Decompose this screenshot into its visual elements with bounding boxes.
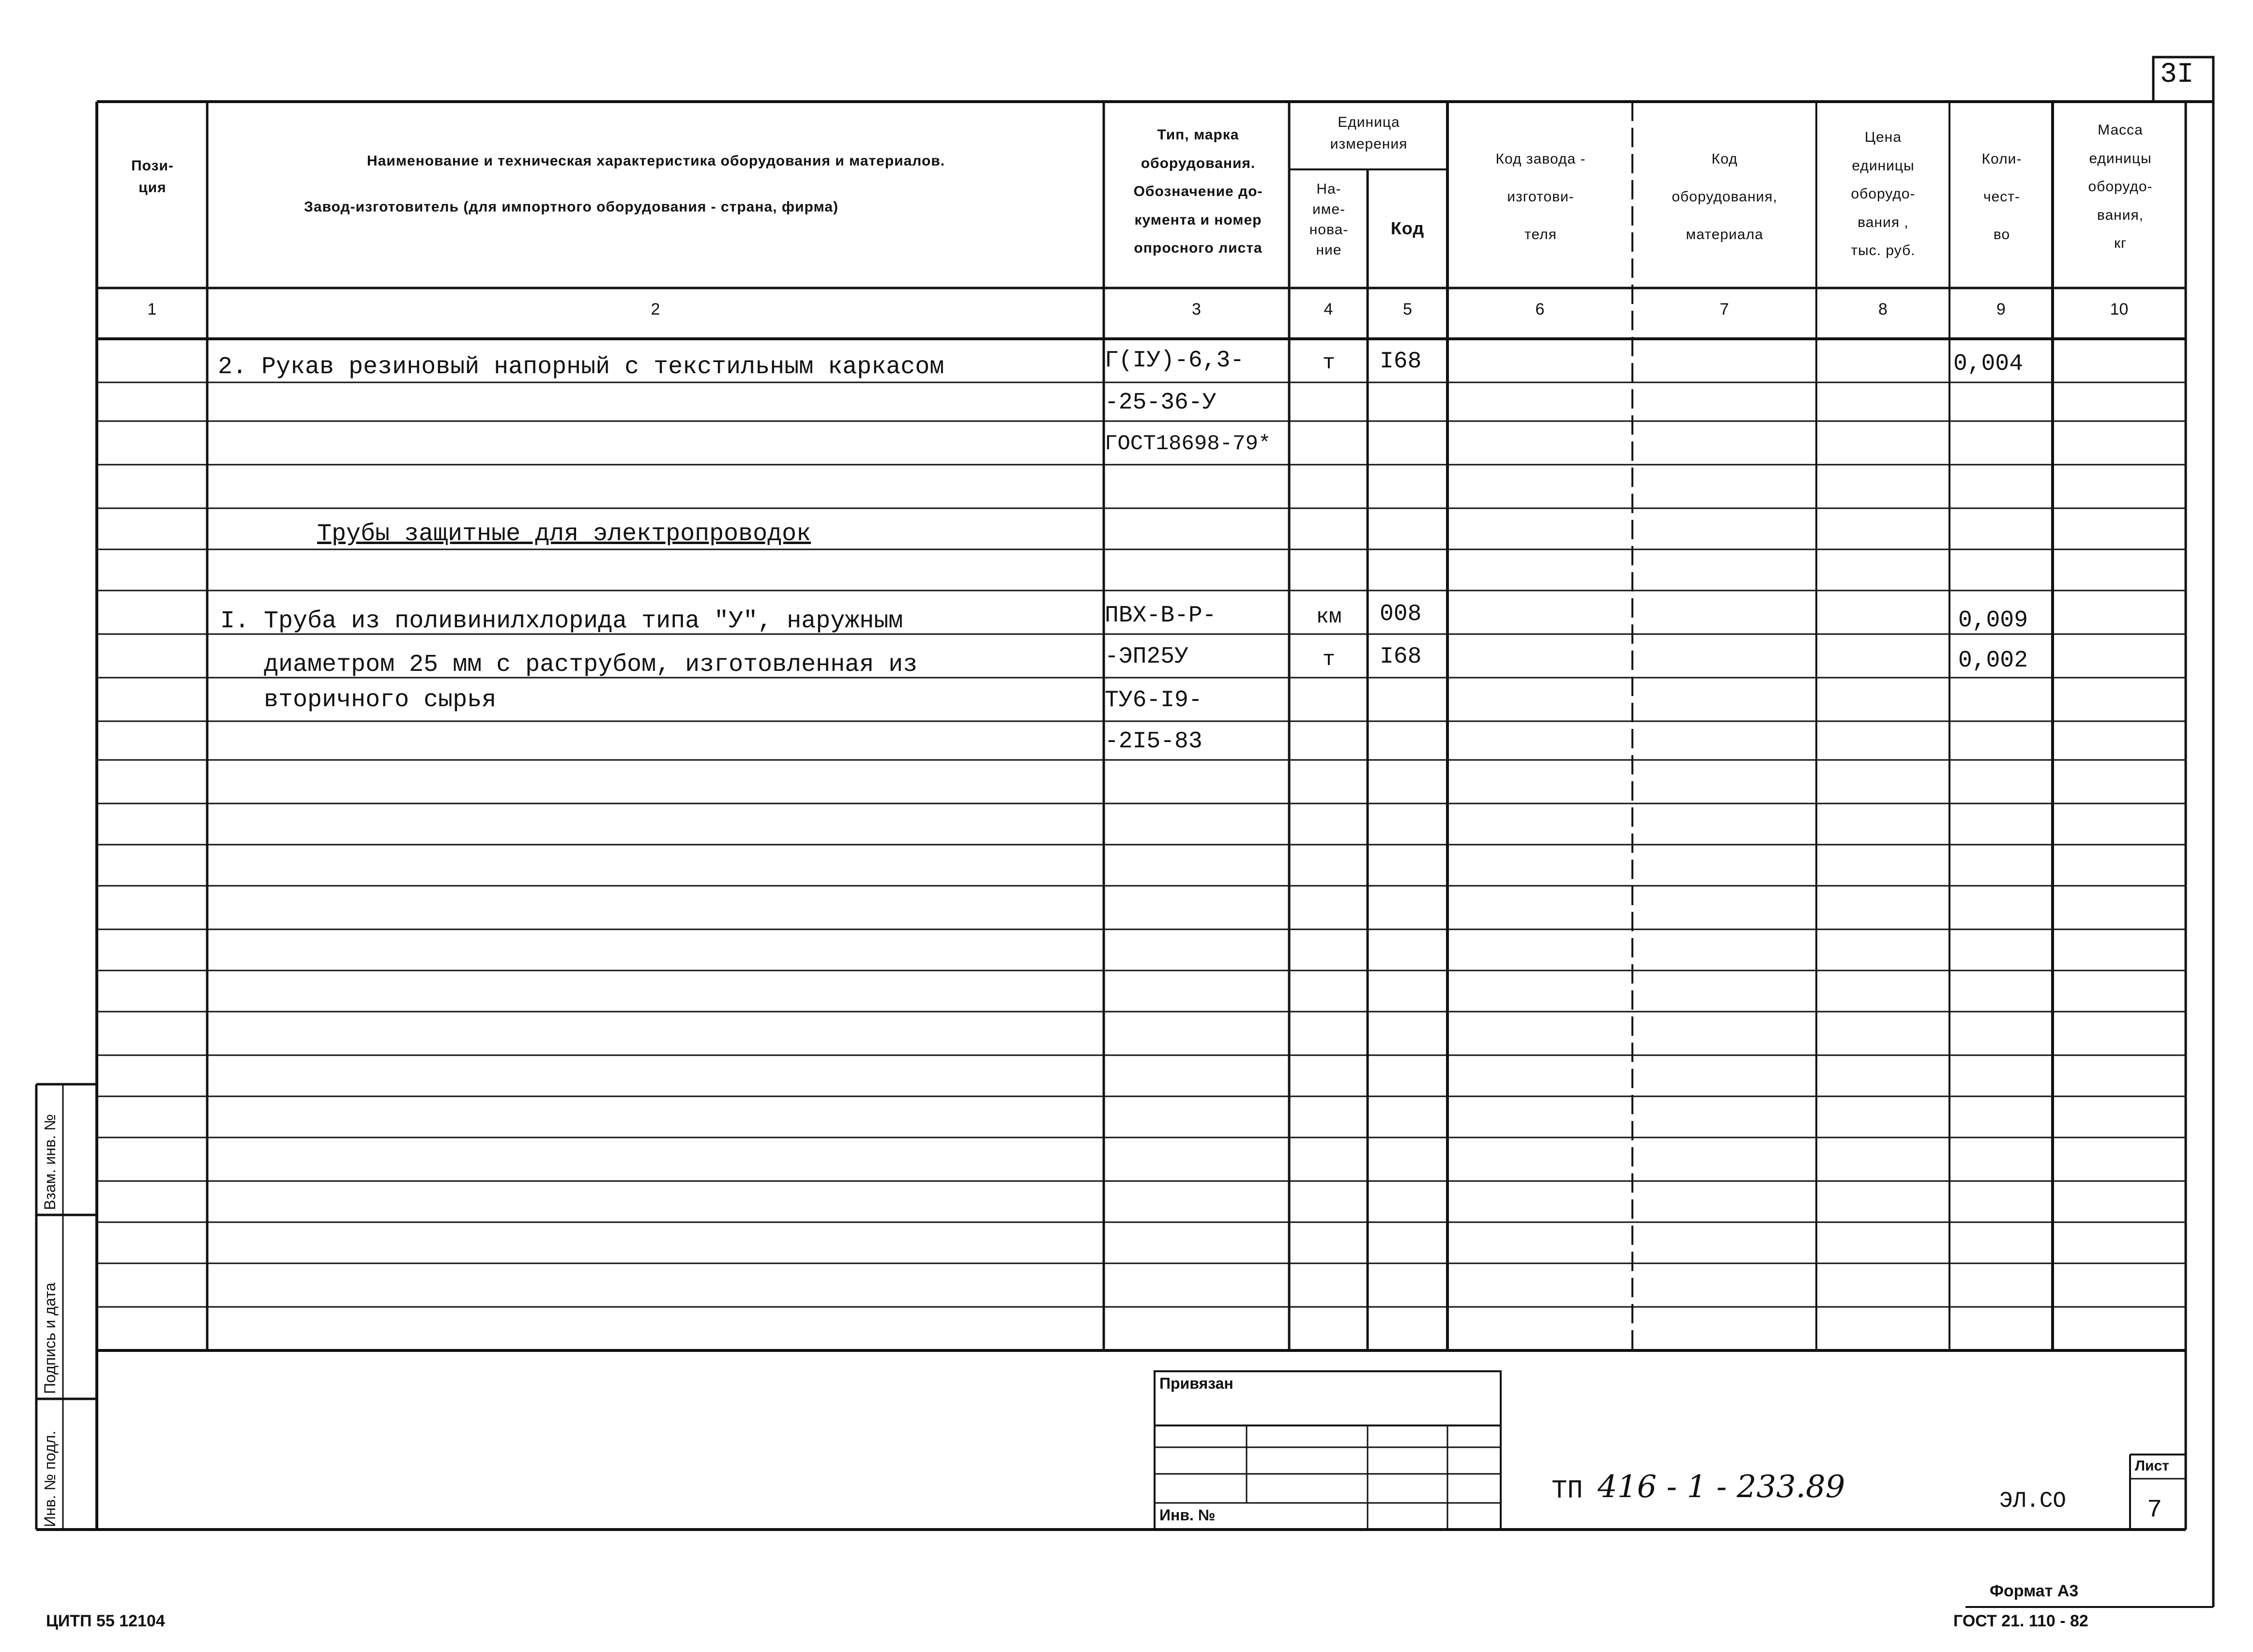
column-number-10: 10 — [2110, 300, 2129, 318]
column-number-6: 6 — [1535, 300, 1545, 318]
header-equipment-code: Код оборудования, материала — [1672, 151, 1778, 242]
item1-type-line4: -2I5-83 — [1105, 728, 1203, 755]
doc-prefix: ТП — [1552, 1476, 1583, 1506]
header-position: Пози- ция — [131, 158, 174, 196]
side-label-vzam-inv: Взам. инв. № — [41, 1114, 59, 1210]
sheet-label: Лист — [2135, 1458, 2169, 1474]
header-unit-mass: Масса единицы оборудо- вания, кг — [2088, 122, 2153, 251]
item1-unit-2: т — [1322, 648, 1336, 672]
sheet-number: 7 — [2147, 1496, 2162, 1524]
item2-quantity: 0,004 — [1953, 351, 2024, 377]
column-number-1: 1 — [147, 300, 157, 318]
item1-unit-code-2: I68 — [1380, 644, 1422, 670]
column-number-4: 4 — [1324, 300, 1333, 318]
header-unit-group: Единица измерения — [1330, 114, 1408, 152]
column-number-8: 8 — [1878, 300, 1888, 318]
item2-name: 2. Рукав резиновый напорный с текстильным каркасом — [218, 353, 944, 381]
item1-unit-code-1: 008 — [1380, 601, 1422, 627]
item1-name-line3: вторичного сырья — [264, 686, 497, 714]
column-number-5: 5 — [1403, 300, 1412, 318]
doc-number: 416 - 1 - 233.89 — [1598, 1469, 1845, 1505]
header-name-line2: Завод-изготовитель (для импортного оборудования - страна, фирма) — [304, 199, 838, 215]
footer-print-code: ЦИТП 55 12104 — [46, 1612, 165, 1630]
footer-gost: ГОСТ 21. 110 - 82 — [1953, 1612, 2088, 1630]
doc-code: ЭЛ.СО — [1999, 1488, 2067, 1514]
item1-name-line2: диаметром 25 мм с раструбом, изготовленная из — [264, 651, 918, 679]
item1-name-line1: I. Труба из поливинилхлорида типа "У", наружным — [220, 607, 903, 635]
stamp-inv-no: Инв. № — [1159, 1506, 1216, 1524]
stamp-privyazan: Привязан — [1159, 1375, 1233, 1392]
side-label-inv-original: Инв. № подл. — [41, 1430, 59, 1527]
item1-type-line2: -ЭП25У — [1105, 644, 1188, 670]
item1-quantity-2: 0,002 — [1958, 648, 2028, 674]
side-label-signature-date: Подпись и дата — [41, 1282, 59, 1394]
page-number: 3I — [2160, 59, 2194, 91]
header-unit-price: Цена единицы оборудо- вания , тыс. руб. — [1851, 129, 1916, 258]
header-quantity: Коли- чест- во — [1981, 151, 2022, 242]
column-number-2: 2 — [651, 300, 660, 318]
item1-quantity-1: 0,009 — [1958, 607, 2028, 634]
item1-type-line1: ПВХ-В-Р- — [1105, 603, 1217, 629]
header-unit-name: На- име- нова- ние — [1309, 181, 1349, 258]
item2-type-line1: Г(IУ)-6,3- — [1105, 348, 1245, 374]
footer-format: Формат А3 — [1990, 1582, 2079, 1600]
header-unit-code: Код — [1390, 218, 1425, 238]
item2-unit: т — [1322, 351, 1336, 375]
section-title: Трубы защитные для электропроводок — [317, 520, 811, 548]
column-number-7: 7 — [1720, 300, 1729, 318]
header-plant-code: Код завода - изготови- теля — [1495, 151, 1586, 242]
column-number-9: 9 — [1996, 300, 2006, 318]
header-name-line1: Наименование и техническая характеристика оборудования и материалов. — [366, 153, 945, 169]
item2-type-line3: ГОСТ18698-79* — [1105, 432, 1271, 456]
column-number-3: 3 — [1192, 300, 1201, 318]
header-type-mark: Тип, марка оборудования. Обозначение до- кумента и номер опросного листа — [1133, 127, 1263, 256]
item1-unit-1: км — [1316, 605, 1342, 629]
item2-type-line2: -25-36-У — [1105, 390, 1217, 416]
item2-unit-code: I68 — [1380, 349, 1422, 375]
item1-type-line3: ТУ6-I9- — [1105, 687, 1203, 713]
